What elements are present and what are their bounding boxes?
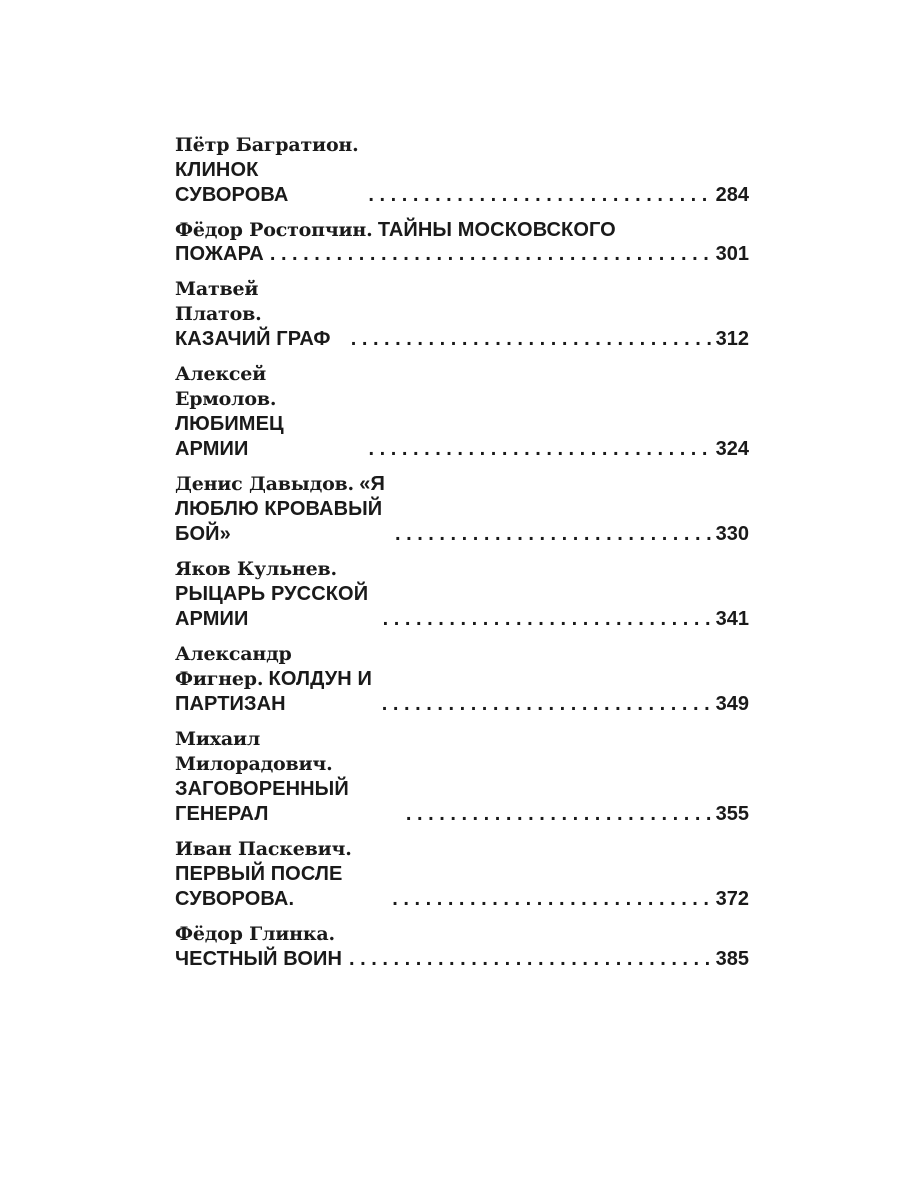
toc-page-number: 349 xyxy=(715,693,749,715)
toc-author: Фёдор Глинка. xyxy=(175,923,335,945)
toc-entry-title xyxy=(175,641,376,716)
toc-chapter: ТАЙНЫ МОСКОВСКОГО xyxy=(377,219,616,241)
toc-entry-title xyxy=(175,726,400,826)
toc-chapter: «Я ЛЮБЛЮ КРОВАВЫЙ БОЙ» xyxy=(175,473,385,545)
toc-entry xyxy=(175,921,749,971)
toc-entry xyxy=(175,132,749,207)
toc-entry xyxy=(175,556,749,631)
table-of-contents xyxy=(175,132,749,981)
dot-leader xyxy=(345,327,712,351)
toc-entry-title xyxy=(175,361,363,461)
dot-leader xyxy=(400,802,712,826)
dot-leader xyxy=(363,437,712,461)
toc-entry-title xyxy=(175,276,345,351)
toc-entry xyxy=(175,471,749,546)
toc-chapter: ЛЮБИМЕЦ АРМИИ xyxy=(175,413,284,460)
toc-entry-title xyxy=(175,921,343,971)
toc-entry xyxy=(175,641,749,716)
toc-entry xyxy=(175,361,749,461)
dot-leader xyxy=(264,242,712,266)
toc-entry-title-line2 xyxy=(175,242,749,266)
toc-entry xyxy=(175,836,749,911)
toc-page-number: 372 xyxy=(715,888,749,910)
toc-page-number: 341 xyxy=(715,608,749,630)
toc-page-number: 330 xyxy=(715,523,749,545)
dot-leader xyxy=(386,887,711,911)
dot-leader xyxy=(389,522,712,546)
toc-author: Алексей Ермолов. xyxy=(175,363,277,410)
toc-author: Матвей Платов. xyxy=(175,278,262,325)
dot-leader xyxy=(377,607,712,631)
toc-entry xyxy=(175,276,749,351)
toc-entry-title xyxy=(175,132,362,207)
toc-author: Пётр Багратион. xyxy=(175,134,359,156)
toc-author: Михаил Милорадович. xyxy=(175,728,333,775)
toc-page-number: 355 xyxy=(715,803,749,825)
toc-entry-title xyxy=(175,471,389,546)
toc-author: Фёдор Ростопчин. xyxy=(175,219,373,241)
toc-chapter: КАЗАЧИЙ ГРАФ xyxy=(175,328,331,350)
toc-page-number: 312 xyxy=(715,328,749,350)
dot-leader xyxy=(362,183,711,207)
dot-leader xyxy=(376,692,712,716)
toc-chapter: РЫЦАРЬ РУССКОЙ АРМИИ xyxy=(175,583,369,630)
toc-chapter: ЗАГОВОРЕННЫЙ ГЕНЕРАЛ xyxy=(175,778,349,825)
toc-entry xyxy=(175,726,749,826)
toc-chapter: ПЕРВЫЙ ПОСЛЕ СУВОРОВА. xyxy=(175,863,343,910)
toc-page-number: 324 xyxy=(715,438,749,460)
toc-entry xyxy=(175,217,749,266)
toc-chapter: ЧЕСТНЫЙ ВОИН xyxy=(175,948,343,970)
toc-author: Яков Кульнев. xyxy=(175,558,337,580)
toc-author: Александр Фигнер. xyxy=(175,643,292,690)
toc-page-number: 385 xyxy=(715,948,749,970)
toc-chapter: КЛИНОК СУВОРОВА xyxy=(175,159,289,206)
toc-author: Иван Паскевич. xyxy=(175,838,352,860)
toc-entry-title-line1 xyxy=(175,217,749,242)
toc-entry-title xyxy=(175,836,386,911)
toc-author: Денис Давыдов. xyxy=(175,473,354,495)
toc-chapter: КОЛДУН И ПАРТИЗАН xyxy=(175,668,372,715)
dot-leader xyxy=(343,947,712,971)
toc-page-number: 284 xyxy=(715,184,749,206)
toc-chapter-continued: ПОЖАРА xyxy=(175,243,264,265)
toc-entry-title xyxy=(175,556,377,631)
toc-page-number: 301 xyxy=(715,243,749,265)
